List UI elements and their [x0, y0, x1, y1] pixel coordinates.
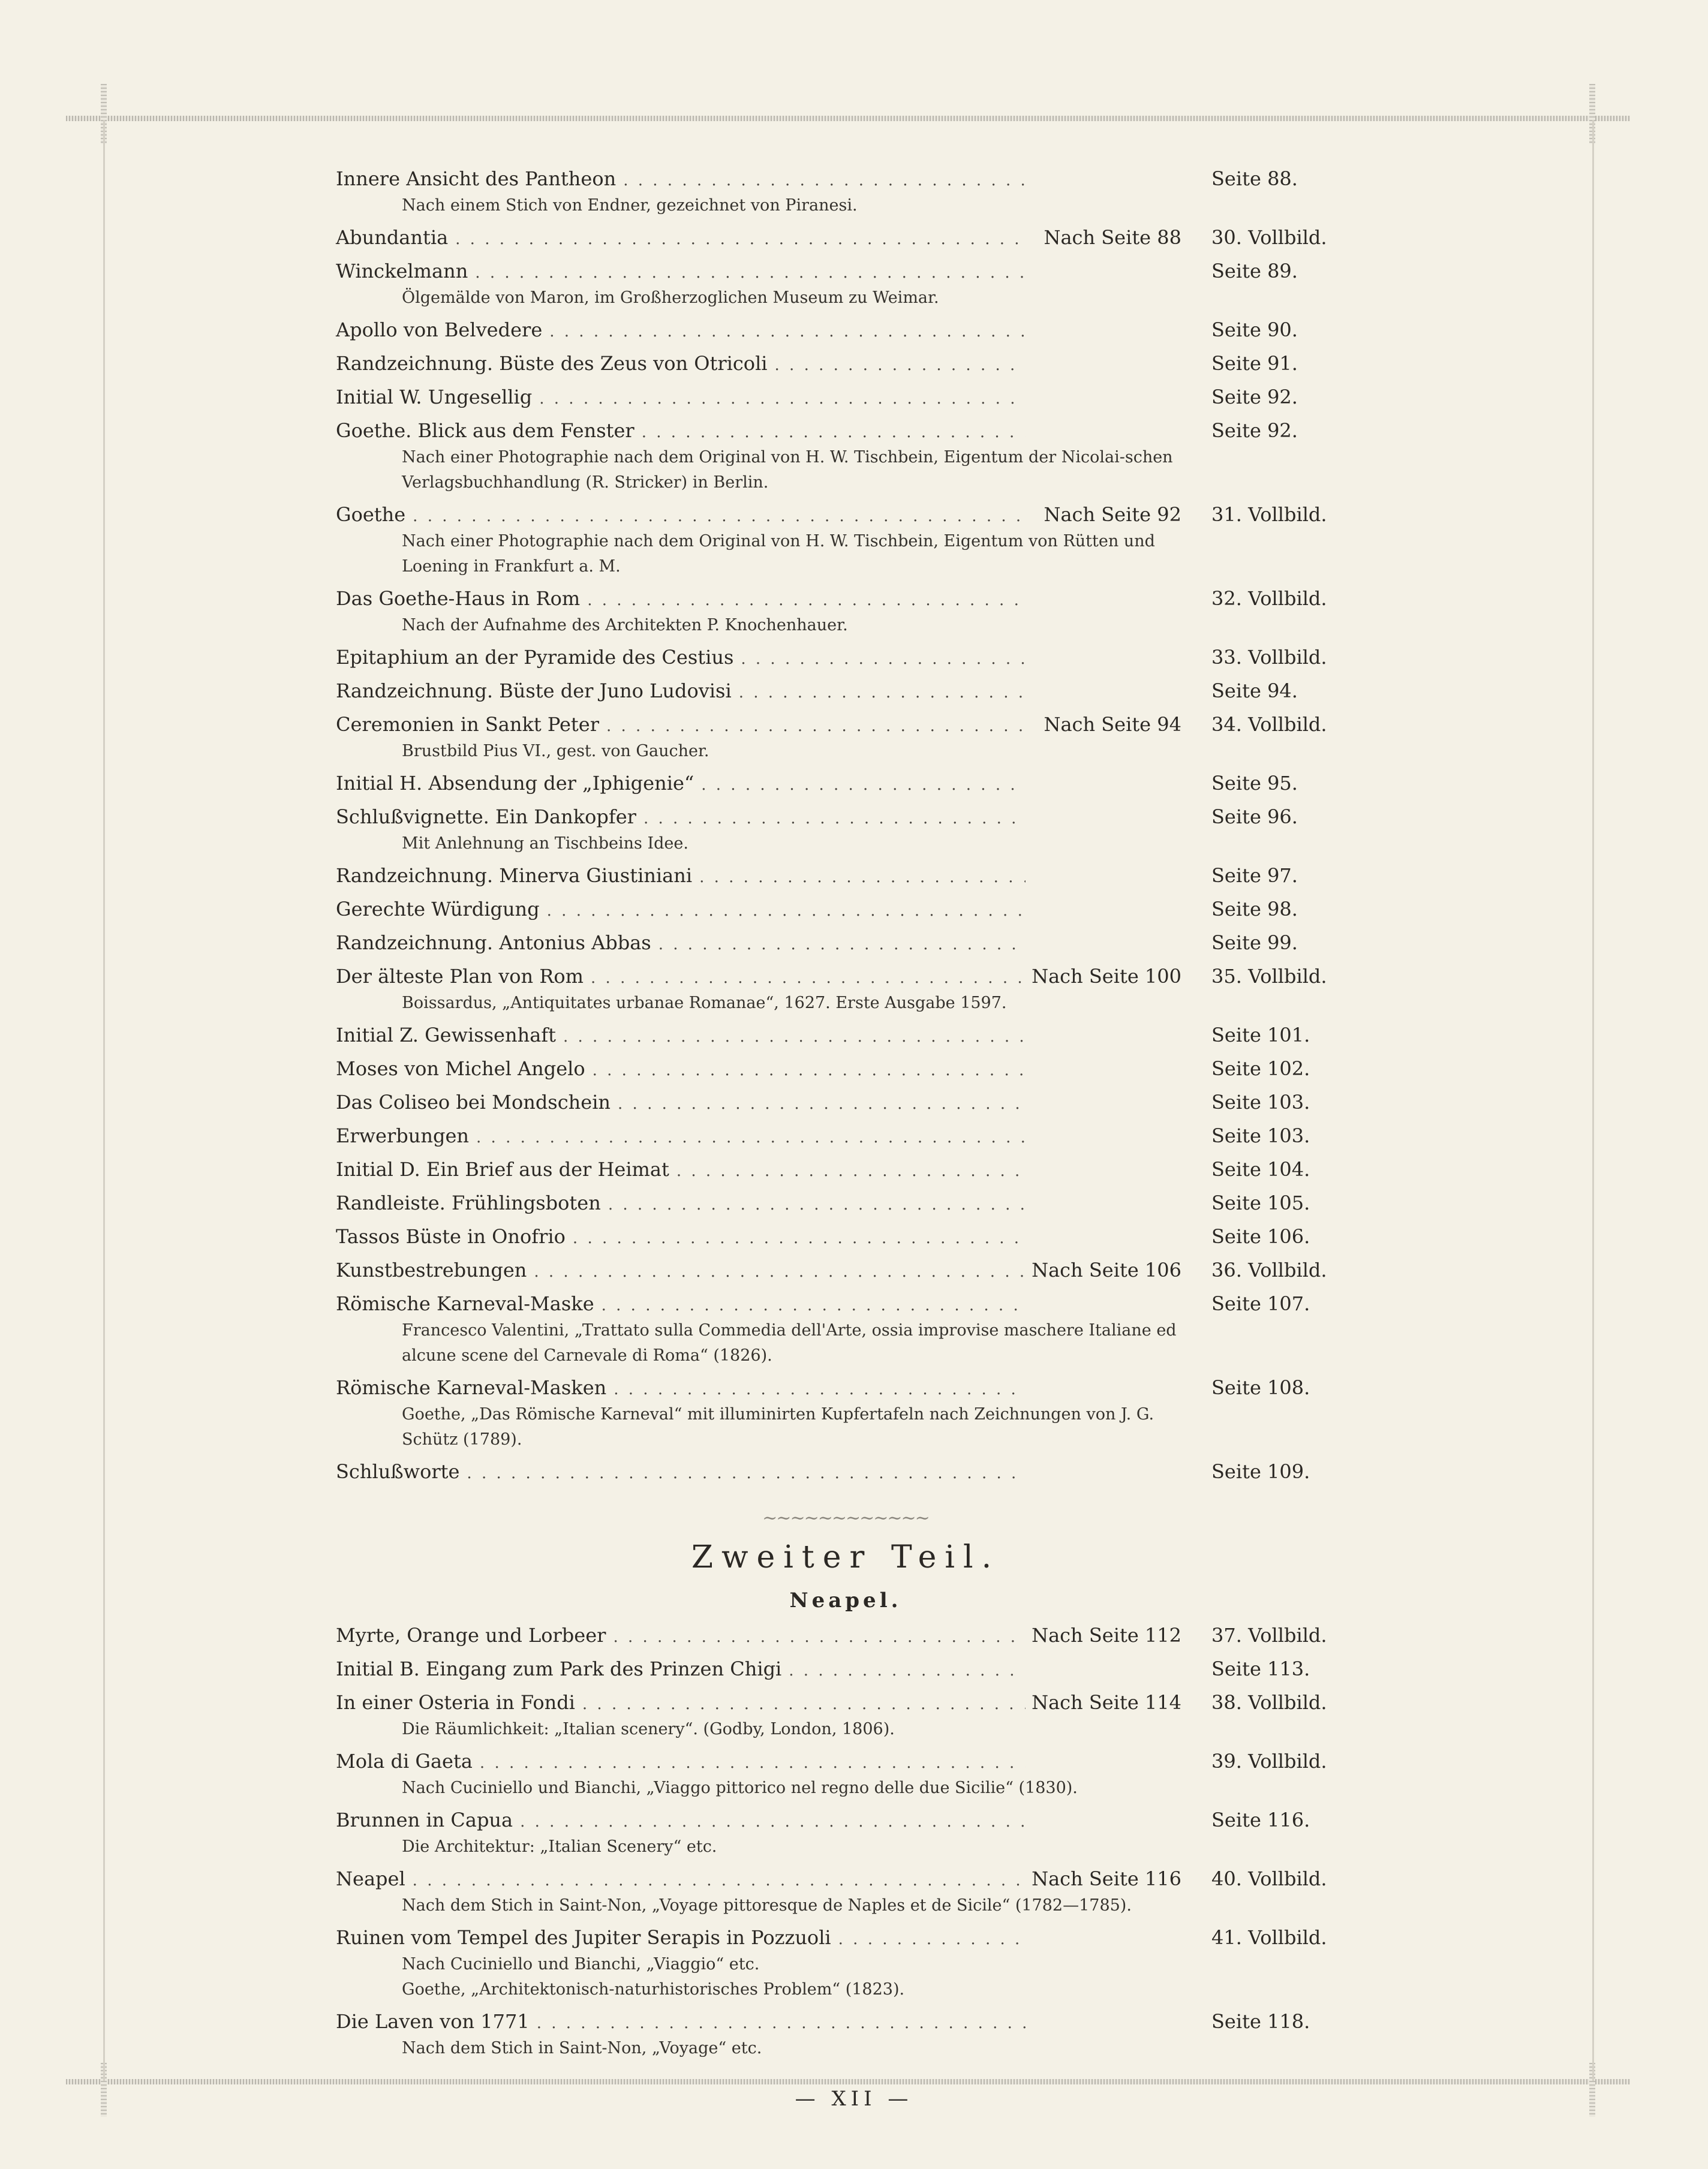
entry-row: [336, 348, 1355, 381]
entry-row: [336, 1087, 1355, 1120]
entry-page: Seite 94.: [1211, 679, 1298, 702]
entry-row: [336, 163, 1355, 197]
list-item: [336, 348, 1355, 381]
part2-heading: Zweiter Teil.: [691, 1539, 1000, 1575]
list-item: [336, 1653, 1355, 1687]
entry-row: [336, 768, 1355, 801]
entry-title: Initial H. Absendung der „Iphigenie“: [336, 772, 694, 795]
dot-leader: [475, 257, 1026, 289]
dot-leader: [623, 165, 1026, 197]
part1-list: [336, 163, 1355, 1490]
entry-row: [336, 1255, 1355, 1288]
entry-row: [336, 1187, 1355, 1221]
entry-row: [336, 583, 1355, 616]
dot-leader: [534, 1256, 1026, 1288]
entry-row: [336, 1746, 1355, 1779]
list-item: [336, 1187, 1355, 1221]
entry-page: Seite 102.: [1211, 1057, 1310, 1080]
entry-row: [336, 222, 1355, 255]
dot-leader: [563, 1021, 1026, 1053]
entry-page: 30. Vollbild.: [1211, 226, 1327, 249]
dot-leader: [739, 677, 1026, 709]
dot-leader: [413, 1865, 1026, 1897]
entry-title: Moses von Michel Angelo: [336, 1057, 585, 1080]
entry-page: Seite 95.: [1211, 772, 1298, 795]
list-item: [336, 583, 1355, 638]
entry-note: Nach der Aufnahme des Architekten P. Knochenhauer.: [402, 616, 848, 634]
list-item: [336, 499, 1355, 579]
dot-leader: [614, 1374, 1026, 1406]
entry-row: [336, 801, 1355, 835]
list-item: [336, 1053, 1355, 1087]
entry-title: Randzeichnung. Minerva Giustiniani: [336, 864, 693, 887]
entry-page: Seite 92.: [1211, 419, 1298, 442]
entry-title: Ruinen vom Tempel des Jupiter Serapis in Pozzuoli: [336, 1926, 831, 1949]
entry-page: Seite 106.: [1211, 1225, 1310, 1248]
dot-leader: [582, 1689, 1026, 1720]
left-frame-line: [103, 120, 105, 2081]
entry-page: 31. Vollbild.: [1211, 503, 1327, 526]
entry-page: 33. Vollbild.: [1211, 646, 1327, 669]
list-item: [336, 675, 1355, 709]
list-item: [336, 1804, 1355, 1860]
part2-list: [336, 1620, 1355, 2061]
entry-nach-seite: Nach Seite 88: [1044, 226, 1181, 249]
entry-row: [336, 927, 1355, 961]
list-item: [336, 1255, 1355, 1288]
entry-row: [336, 894, 1355, 927]
dot-leader: [467, 1458, 1026, 1490]
entry-note: Goethe, „Architektonisch-naturhistorisches Problem“ (1823).: [402, 1980, 905, 1999]
entry-nach-seite: Nach Seite 100: [1032, 965, 1181, 988]
dot-leader: [642, 417, 1026, 449]
entry-row: [336, 860, 1355, 894]
entry-page: Seite 89.: [1211, 260, 1298, 282]
dot-leader: [591, 962, 1026, 994]
entry-page: 37. Vollbild.: [1211, 1624, 1327, 1647]
list-item: [336, 1288, 1355, 1368]
list-item: [336, 961, 1355, 1016]
entry-row: [336, 1922, 1355, 1956]
entry-page: Seite 88.: [1211, 167, 1298, 190]
section-divider: ~~~~~~~~~~~~: [762, 1508, 929, 1529]
entry-title: Abundantia: [336, 226, 449, 249]
entry-page: 35. Vollbild.: [1211, 965, 1327, 988]
entry-page: Seite 92.: [1211, 386, 1298, 408]
entry-nach-seite: Nach Seite 92: [1044, 503, 1181, 526]
entry-note: Nach einer Photographie nach dem Original von H. W. Tischbein, Eigentum von Rütten und Loening in Frankfurt a. M.: [402, 532, 1155, 576]
entry-note: Nach dem Stich in Saint-Non, „Voyage“ etc.: [402, 2039, 762, 2057]
entry-title: Myrte, Orange und Lorbeer: [336, 1624, 606, 1647]
entry-page: Seite 91.: [1211, 352, 1298, 375]
list-item: [336, 1746, 1355, 1801]
entry-title: Römische Karneval-Masken: [336, 1376, 607, 1399]
entry-page: Seite 105.: [1211, 1192, 1310, 1214]
entry-page: 40. Vollbild.: [1211, 1867, 1327, 1890]
entry-page: Seite 98.: [1211, 898, 1298, 920]
entry-nach-seite: Nach Seite 114: [1032, 1691, 1181, 1714]
entry-page: Seite 99.: [1211, 931, 1298, 954]
entry-title: Randzeichnung. Antonius Abbas: [336, 931, 651, 954]
entry-row: [336, 675, 1355, 709]
list-item: [336, 1863, 1355, 1918]
dot-leader: [547, 895, 1026, 927]
entry-note: Ölgemälde von Maron, im Großherzoglichen Museum zu Weimar.: [402, 288, 939, 307]
entry-note: Die Architektur: „Italian Scenery“ etc.: [402, 1837, 717, 1856]
right-frame-line: [1592, 120, 1594, 2081]
table-of-illustrations: [336, 163, 1355, 2065]
entry-title: Schlußworte: [336, 1460, 460, 1483]
dot-leader: [476, 1122, 1026, 1154]
entry-page: Seite 109.: [1211, 1460, 1310, 1483]
list-item: [336, 314, 1355, 348]
list-item: [336, 163, 1355, 218]
dot-leader: [838, 1924, 1026, 1956]
entry-title: Epitaphium an der Pyramide des Cestius: [336, 646, 734, 669]
entry-note: Brustbild Pius VI., gest. von Gaucher.: [402, 742, 709, 760]
dot-leader: [480, 1747, 1026, 1779]
dot-leader: [701, 769, 1026, 801]
list-item: [336, 1456, 1355, 1490]
list-item: [336, 860, 1355, 894]
list-item: [336, 768, 1355, 801]
dot-leader: [573, 1223, 1026, 1255]
entry-page: 41. Vollbild.: [1211, 1926, 1327, 1949]
list-item: [336, 1087, 1355, 1120]
entry-title: Das Coliseo bei Mondschein: [336, 1091, 611, 1114]
entry-nach-seite: Nach Seite 94: [1044, 713, 1181, 736]
list-item: [336, 255, 1355, 311]
list-item: [336, 222, 1355, 255]
entry-title: In einer Osteria in Fondi: [336, 1691, 575, 1714]
entry-row: [336, 1863, 1355, 1897]
dot-leader: [676, 1156, 1026, 1187]
list-item: [336, 1372, 1355, 1452]
entry-row: [336, 961, 1355, 994]
entry-title: Mola di Gaeta: [336, 1750, 473, 1773]
dot-leader: [613, 1622, 1026, 1653]
entry-note: Francesco Valentini, „Trattato sulla Commedia dell'Arte, ossia improvise maschere Italiane ed alcune scene del Carnevale di Roma“ (1826).: [402, 1321, 1177, 1365]
entry-page: Seite 103.: [1211, 1091, 1310, 1114]
entry-row: [336, 1288, 1355, 1322]
dot-leader: [618, 1088, 1026, 1120]
entry-page: 39. Vollbild.: [1211, 1750, 1327, 1773]
dot-leader: [606, 711, 1026, 742]
entry-title: Randzeichnung. Büste des Zeus von Otricoli: [336, 352, 768, 375]
bottom-border-rule: [66, 2079, 1630, 2084]
entry-page: Seite 101.: [1211, 1024, 1310, 1046]
entry-row: [336, 1120, 1355, 1154]
entry-page: Seite 118.: [1211, 2010, 1310, 2033]
entry-note: Die Räumlichkeit: „Italian scenery“. (Godby, London, 1806).: [402, 1720, 895, 1738]
list-item: [336, 381, 1355, 415]
dot-leader: [608, 1189, 1026, 1221]
entry-row: [336, 1653, 1355, 1687]
entry-title: Goethe. Blick aus dem Fenster: [336, 419, 635, 442]
entry-row: [336, 1053, 1355, 1087]
dot-leader: [537, 2008, 1026, 2039]
list-item: [336, 2006, 1355, 2061]
list-item: [336, 1922, 1355, 2002]
entry-row: [336, 2006, 1355, 2039]
entry-title: Kunstbestrebungen: [336, 1259, 527, 1281]
entry-row: [336, 1019, 1355, 1053]
entry-title: Die Laven von 1771: [336, 2010, 530, 2033]
dot-leader: [549, 316, 1026, 348]
entry-page: Seite 113.: [1211, 1657, 1310, 1680]
entry-title: Randleiste. Frühlingsboten: [336, 1192, 601, 1214]
dot-leader: [789, 1655, 1026, 1687]
entry-title: Erwerbungen: [336, 1124, 470, 1147]
dot-leader: [520, 1806, 1026, 1838]
dot-leader: [643, 803, 1026, 835]
entry-page: Seite 103.: [1211, 1124, 1310, 1147]
entry-row: [336, 314, 1355, 348]
entry-note: Nach einem Stich von Endner, gezeichnet von Piranesi.: [402, 196, 858, 215]
entry-row: [336, 1804, 1355, 1838]
dot-leader: [593, 1055, 1026, 1087]
entry-title: Initial W. Ungesellig: [336, 386, 533, 408]
list-item: [336, 642, 1355, 675]
entry-row: [336, 255, 1355, 289]
list-item: [336, 1120, 1355, 1154]
entry-title: Tassos Büste in Onofrio: [336, 1225, 566, 1248]
dot-leader: [699, 862, 1026, 894]
entry-page: 38. Vollbild.: [1211, 1691, 1327, 1714]
entry-title: Goethe: [336, 503, 406, 526]
entry-page: 34. Vollbild.: [1211, 713, 1327, 736]
dot-leader: [741, 643, 1026, 675]
part2-subheading: Neapel.: [789, 1589, 902, 1613]
entry-title: Römische Karneval-Maske: [336, 1292, 594, 1315]
entry-title: Schlußvignette. Ein Dankopfer: [336, 805, 636, 828]
entry-title: Initial B. Eingang zum Park des Prinzen Chigi: [336, 1657, 782, 1680]
entry-row: [336, 381, 1355, 415]
entry-row: [336, 642, 1355, 675]
entry-title: Das Goethe-Haus in Rom: [336, 587, 581, 610]
entry-row: [336, 1154, 1355, 1187]
entry-note: Nach dem Stich in Saint-Non, „Voyage pittoresque de Naples et de Sicile“ (1782—1785).: [402, 1896, 1132, 1915]
entry-nach-seite: Nach Seite 116: [1032, 1867, 1181, 1890]
entry-note: Nach Cuciniello und Bianchi, „Viaggo pittorico nel regno delle due Sicilie“ (1830).: [402, 1779, 1078, 1797]
entry-title: Randzeichnung. Büste der Juno Ludovisi: [336, 679, 732, 702]
list-item: [336, 1154, 1355, 1187]
entry-row: [336, 1372, 1355, 1406]
list-item: [336, 415, 1355, 495]
entry-nach-seite: Nach Seite 106: [1032, 1259, 1181, 1281]
dot-leader: [539, 383, 1026, 415]
entry-page: Seite 96.: [1211, 805, 1298, 828]
entry-page: 32. Vollbild.: [1211, 587, 1327, 610]
entry-note: Goethe, „Das Römische Karneval“ mit illuminirten Kupfertafeln nach Zeichnungen von J. G. Schütz (1789).: [402, 1405, 1154, 1449]
entry-page: Seite 97.: [1211, 864, 1298, 887]
entry-row: [336, 1620, 1355, 1653]
entry-row: [336, 1687, 1355, 1720]
entry-title: Neapel: [336, 1867, 405, 1890]
entry-note: Nach Cuciniello und Bianchi, „Viaggio“ etc.: [402, 1955, 760, 1974]
list-item: [336, 1019, 1355, 1053]
top-border-rule: [66, 116, 1630, 121]
list-item: [336, 801, 1355, 856]
dot-leader: [413, 501, 1026, 533]
entry-row: [336, 1456, 1355, 1490]
entry-title: Winckelmann: [336, 260, 468, 282]
entry-note: Nach einer Photographie nach dem Original von H. W. Tischbein, Eigentum der Nicolai-schen Verlagsbuchhandlung (R. Stricker) in Berlin.: [402, 448, 1173, 492]
dot-leader: [658, 929, 1026, 961]
entry-title: Brunnen in Capua: [336, 1809, 513, 1831]
dot-leader: [587, 585, 1026, 616]
list-item: [336, 1687, 1355, 1742]
entry-title: Ceremonien in Sankt Peter: [336, 713, 599, 736]
entry-title: Der älteste Plan von Rom: [336, 965, 584, 988]
entry-page: Seite 90.: [1211, 318, 1298, 341]
entry-title: Innere Ansicht des Pantheon: [336, 167, 617, 190]
entry-row: [336, 1221, 1355, 1255]
dot-leader: [602, 1290, 1026, 1322]
list-item: [336, 1620, 1355, 1653]
entry-title: Initial D. Ein Brief aus der Heimat: [336, 1158, 669, 1181]
entry-title: Apollo von Belvedere: [336, 318, 543, 341]
list-item: [336, 709, 1355, 764]
entry-note: Boissardus, „Antiquitates urbanae Romanae“, 1627. Erste Ausgabe 1597.: [402, 994, 1007, 1012]
page-number: — XII —: [795, 2087, 913, 2111]
list-item: [336, 927, 1355, 961]
entry-row: [336, 415, 1355, 449]
dot-leader: [775, 350, 1026, 381]
entry-page: Seite 107.: [1211, 1292, 1310, 1315]
list-item: [336, 894, 1355, 927]
entry-title: Initial Z. Gewissenhaft: [336, 1024, 556, 1046]
entry-title: Gerechte Würdigung: [336, 898, 540, 920]
entry-nach-seite: Nach Seite 112: [1032, 1624, 1181, 1647]
list-item: [336, 1221, 1355, 1255]
entry-note: Mit Anlehnung an Tischbeins Idee.: [402, 834, 688, 853]
entry-row: [336, 709, 1355, 742]
dot-leader: [455, 224, 1026, 255]
entry-page: Seite 104.: [1211, 1158, 1310, 1181]
entry-page: Seite 116.: [1211, 1809, 1310, 1831]
entry-row: [336, 499, 1355, 533]
entry-page: 36. Vollbild.: [1211, 1259, 1327, 1281]
entry-page: Seite 108.: [1211, 1376, 1310, 1399]
